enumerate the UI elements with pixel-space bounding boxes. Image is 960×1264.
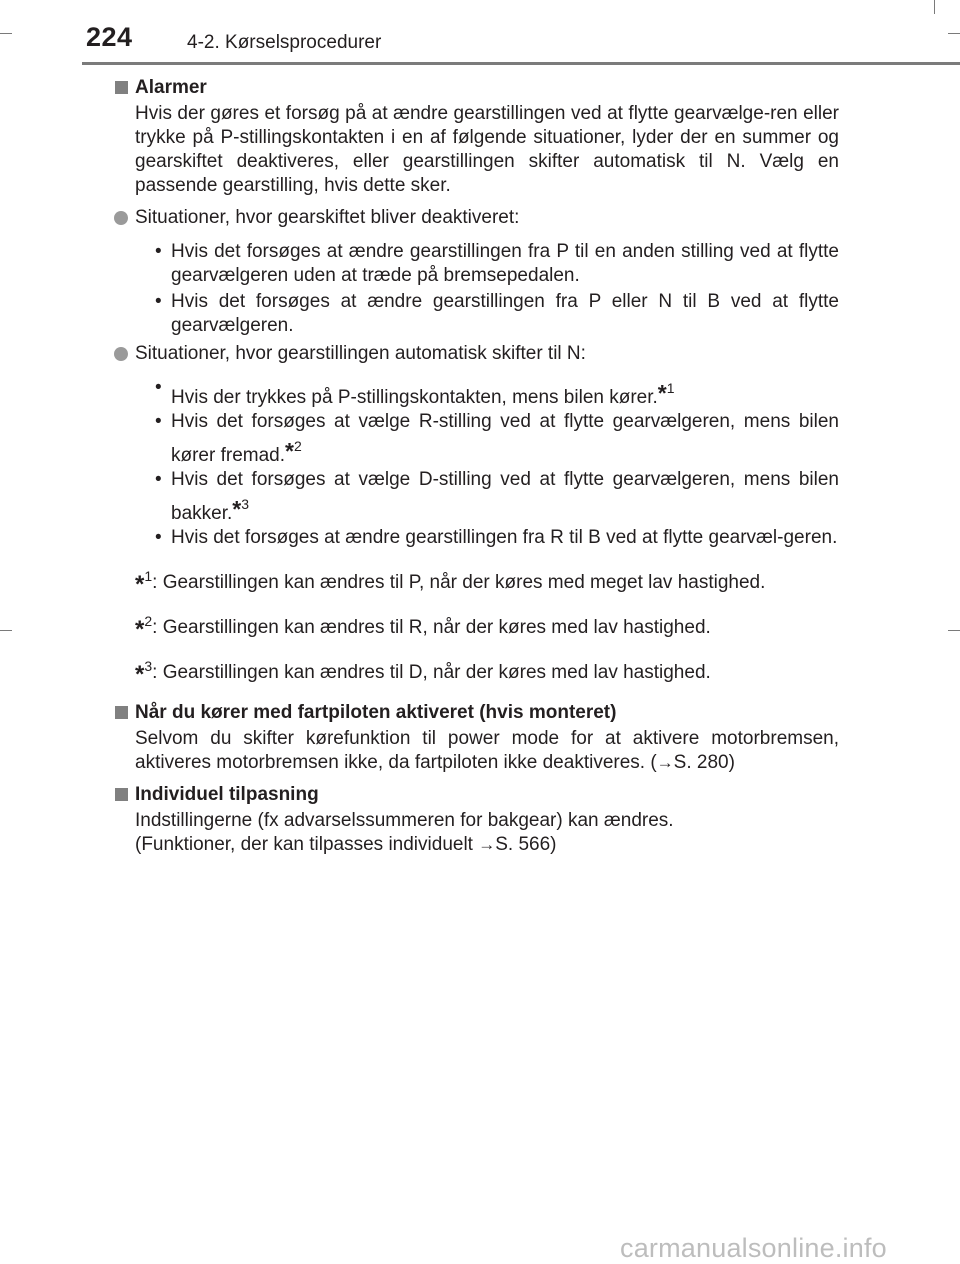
page-number: 224 — [86, 22, 133, 52]
crop-mark — [934, 0, 935, 14]
asterisk-mark: * — [232, 496, 242, 522]
page-reference-link[interactable]: S. 280) — [673, 752, 735, 773]
page-content — [111, 76, 839, 857]
footnote-ref: 1 — [666, 380, 675, 396]
list-item: Situationer, hvor gearskiftet bliver deaktiveret: — [111, 206, 839, 230]
list-item: • Hvis det forsøges at ændre gearstillingen fra P eller N til B ved at flytte gearvælgeren. — [155, 291, 839, 336]
footnote: *$^2$: Gearstillingen kan ændres til R, når der køres med lav hastighed. — [135, 613, 711, 643]
watermark: carmanualsonline.info — [620, 1233, 887, 1263]
list-item: • Hvis det forsøges at vælge R-stilling ved at flytte gearvælgeren, mens bilen kører fremad.*$^2$ — [155, 411, 839, 466]
square-bullet-icon — [115, 81, 128, 94]
asterisk-mark: * — [657, 380, 667, 406]
footnote: *$^1$: Gearstillingen kan ændres til P, når der køres med meget lav hastighed. — [135, 568, 766, 598]
section-heading-alarm: Alarmer — [111, 76, 839, 100]
section-heading-custom: Individuel tilpasning — [111, 783, 839, 807]
page-reference-link[interactable]: S. 566) — [495, 834, 557, 855]
arrow-right-icon: → — [478, 835, 496, 854]
alarm-intro: Hvis der gøres et forsøg på at ændre gearstillingen ved at flytte gearvælge-ren eller trykke på P-stillingskontakten i en af følgende situationer, lyder der en summer og gearskiftet deaktiveres, eller gearstillingen skifter automatisk til N. Vælg en passende gearstilling, hvis dette sker. — [135, 103, 839, 196]
square-bullet-icon — [115, 706, 128, 719]
footnote: *$^3$: Gearstillingen kan ændres til D, når der køres med lav hastighed. — [135, 658, 711, 688]
header-rule — [82, 62, 960, 65]
crop-mark — [948, 33, 960, 34]
list-item: • Hvis det forsøges at ændre gearstillingen fra P til en anden stilling ved at flytte gearvælgeren uden at træde på bremsepedalen. — [155, 241, 839, 286]
arrow-right-icon: → — [656, 753, 674, 772]
circle-bullet-icon — [114, 347, 128, 361]
section-heading-cruise: Når du kører med fartpiloten aktiveret (hvis monteret) — [111, 701, 839, 725]
asterisk-mark: * — [285, 438, 294, 464]
list-item: Situationer, hvor gearstillingen automatisk skifter til N: — [111, 342, 839, 366]
chapter-title: 4-2. Kørselsprocedurer — [187, 32, 382, 53]
custom-text: Indstillingerne (fx advarselssummeren for bakgear) kan ændres. (Funktioner, der kan tilpasses individuelt →S. 566) — [135, 810, 674, 855]
circle-bullet-icon — [114, 211, 128, 225]
footnote-ref: 3 — [241, 496, 250, 512]
list-item: • Hvis det forsøges at ændre gearstillingen fra R til B ved at flytte gearvæl-geren. — [155, 527, 838, 548]
crop-mark — [948, 630, 960, 631]
cruise-text: Selvom du skifter kørefunktion til power mode for at aktivere motorbremsen, aktiveres motorbremsen ikke, da fartpiloten ikke deaktiveres. (→S. 280) — [135, 728, 839, 773]
footnote-ref: 2 — [293, 438, 302, 454]
list-item: • Hvis det forsøges at vælge D-stilling ved at flytte gearvælgeren, mens bilen bakker.*$^3$ — [155, 469, 839, 524]
square-bullet-icon — [115, 788, 128, 801]
crop-mark — [0, 33, 12, 34]
list-item: • Hvis der trykkes på P-stillingskontakten, mens bilen kører.*$^1$ — [155, 377, 675, 408]
crop-mark — [0, 630, 12, 631]
